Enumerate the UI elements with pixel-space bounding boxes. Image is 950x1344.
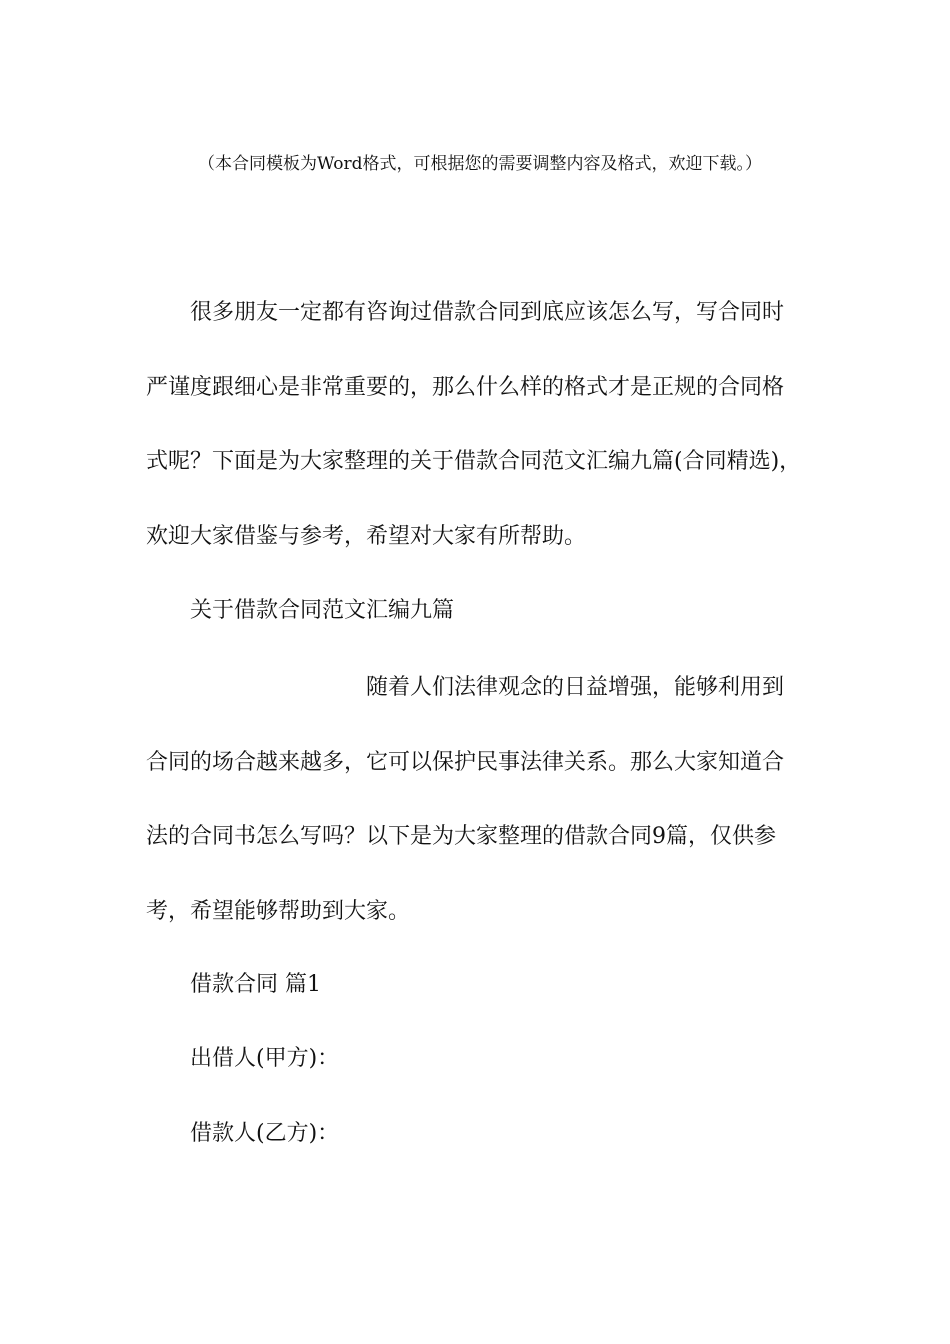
intro-paragraph xyxy=(146,276,806,574)
paragraph2-line-1: 随着人们法律观念的日益增强，能够利用到 xyxy=(366,675,785,700)
paragraph2-line-4: 考，希望能够帮助到大家。 xyxy=(146,898,411,924)
intro-line-3: 式呢？下面是为大家整理的关于借款合同范文汇编九篇(合同精选)， xyxy=(146,449,802,474)
intro-line-1: 很多朋友一定都有咨询过借款合同到底应该怎么写，写合同时 xyxy=(190,300,785,325)
article-title: 借款合同 篇1 xyxy=(190,972,321,997)
intro-line-2: 严谨度跟细心是非常重要的，那么什么样的格式才是正规的合同格 xyxy=(146,374,785,400)
lender-field-label: 出借人(甲方)： xyxy=(190,1046,340,1071)
section-title: 关于借款合同范文汇编九篇 xyxy=(190,598,455,623)
second-paragraph xyxy=(146,651,806,949)
template-note: （本合同模板为Word格式，可根据您的需要调整内容及格式，欢迎下载。） xyxy=(197,154,763,174)
borrower-field-label: 借款人(乙方)： xyxy=(190,1121,340,1146)
intro-line-4: 欢迎大家借鉴与参考，希望对大家有所帮助。 xyxy=(146,523,587,549)
paragraph2-line-2: 合同的场合越来越多，它可以保护民事法律关系。那么大家知道合 xyxy=(146,749,785,775)
paragraph2-line-3: 法的合同书怎么写吗？以下是为大家整理的借款合同9篇，仅供参 xyxy=(146,824,776,849)
